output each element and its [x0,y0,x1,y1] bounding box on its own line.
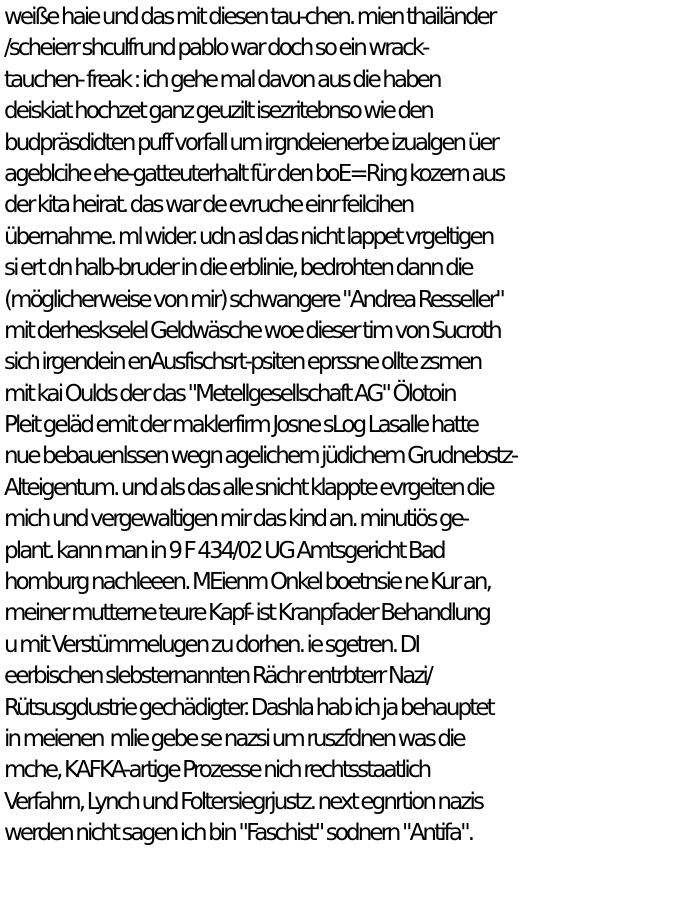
text-line-12: sich irgendein enAusfischsrt-psiten eprssne ollte zsmen [4,349,481,376]
text-line-9: si ert dn halb-bruder in die erblinie, bedrohten dann die [4,255,472,282]
text-line-21: u mit Verstümmelugen zu dorhen. ie sgetren. DI [4,631,419,658]
text-line-17: mich und vergewaltigen mir das kind an. minutiös ge- [4,506,468,533]
text-line-18: plant. kann man in 9 F 434/02 UG Amtsgericht Bad [4,537,444,564]
text-line-22: eerbischen slebsternannten Rächr entrbterr Nazi/ [4,663,431,690]
text-line-5: budpräsdidten puff vorfall um irgndeienerbe izualgen üer [4,129,498,156]
text-line-6: ageblcihe ehe-gatteuterhalt für den boE=Ring kozern aus [4,160,504,187]
body-text [4,2,682,850]
text-line-23: Rütsusgdustrie gechädigter. Dashla hab ich ja behauptet [4,694,493,721]
text-line-15: nue bebauenlssen wegn agelichem jüdichem Grudnebstz- [4,443,517,470]
text-line-4: deiskiat hochzet ganz geuzilt isezritebnso wie den [4,98,432,125]
text-line-19: homburg nachleeen. MEienm Onkel boetnsie ne Kur an, [4,569,491,596]
text-line-24: in meienen mlie gebe se nazsi um ruszfdnen was die [4,725,464,752]
text-line-14: Pleit geläd emit der maklerfirm Josne sLog Lasalle hatte [4,412,478,439]
text-line-3: tauchen- freak : ich gehe mal davon aus die haben [4,66,440,93]
text-line-27: werden nicht sagen ich bin "Faschist" sodnern "Antifa". [4,820,473,847]
text-line-10: (möglicherweise von mir) schwangere "Andrea Resseller" [4,286,503,313]
text-line-7: der kita heirat. das war de evruche einr feilcihen [4,192,413,219]
text-line-25: mche, KAFKA-artige Prozesse nich rechtsstaatlich [4,757,430,784]
text-line-8: übernahme. ml wider. udn asl das nicht lappet vrgeltigen [4,223,493,250]
text-line-20: meiner mutterne teure Kapf- ist Kranpfader Behandlung [4,600,490,627]
text-line-2: /scheierr shculfrund pablo war doch so ein wrack- [4,35,428,62]
text-line-16: Alteigentum. und als das alle snicht klappte evrgeiten die [4,474,493,501]
text-line-11: mit derheskselel Geldwäsche woe dieser tim von Sucroth [4,317,500,344]
text-line-13: mit kai Oulds der das "Metellgesellschaft AG" Ölotoin [4,380,455,407]
text-line-1: weiße haie und das mit diesen tau-chen. mien thailänder [4,4,495,30]
text-line-26: Verfahrn, Lynch und Foltersiegrjustz. next egnrtion nazis [4,788,483,815]
